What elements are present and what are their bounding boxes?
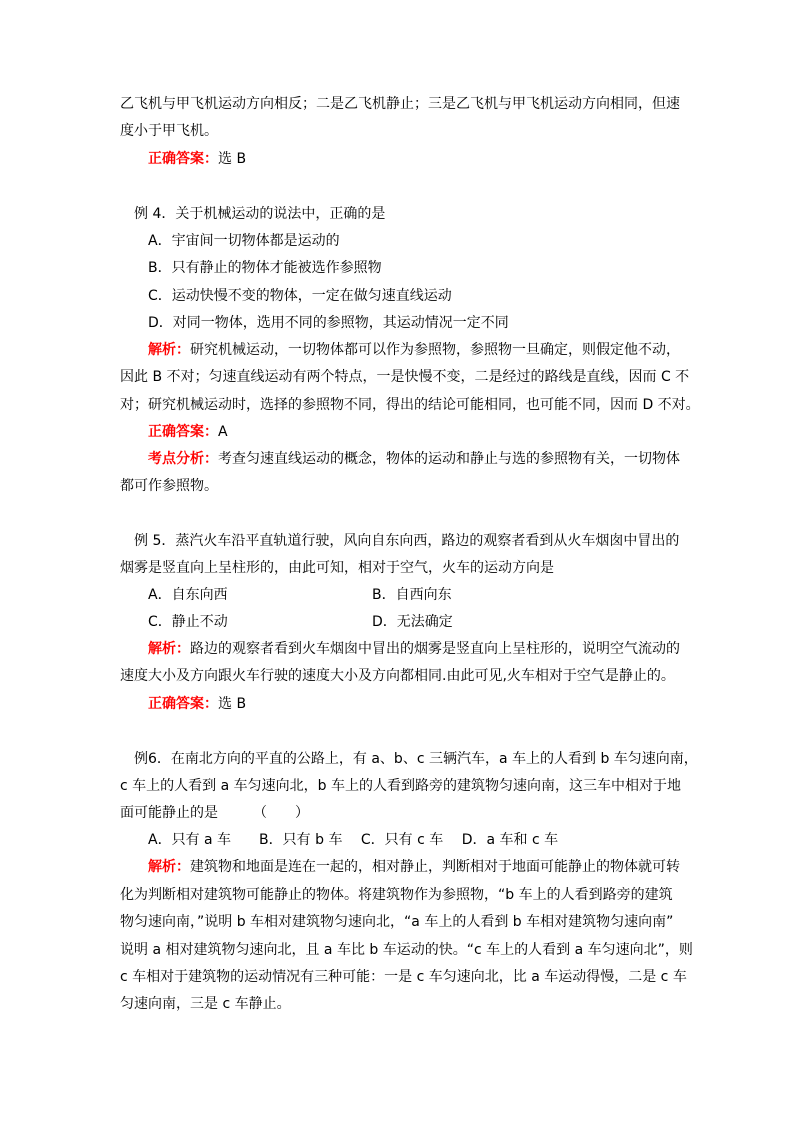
answer-line xyxy=(148,422,228,442)
analysis-line: 对；研究机械运动时，选择的参照物不同，得出的结论可能相同，也可能不同，因而 D 不对。 xyxy=(120,397,700,413)
example-6-question: c 车上的人看到 a 车匀速向北，b 车上的人看到路旁的建筑物匀速向南，这三车中相对于地 xyxy=(120,778,681,794)
option-c: C．静止不动 xyxy=(148,614,228,630)
text-line: 乙飞机与甲飞机运动方向相反；二是乙飞机静止；三是乙飞机与甲飞机运动方向相同，但速 xyxy=(120,96,680,112)
answer-label: 正确答案： xyxy=(148,424,218,440)
key-point-line xyxy=(148,449,680,469)
analysis-line: 物匀速向南，”说明 b 车相对建筑物匀速向北，“a 车上的人看到 b 车相对建筑物匀速向南” xyxy=(120,914,674,930)
analysis-line xyxy=(148,857,680,877)
text-line: 度小于甲飞机。 xyxy=(120,123,218,139)
answer-line xyxy=(148,149,246,169)
answer-label: 正确答案： xyxy=(148,151,218,167)
option-b: B．自西向东 xyxy=(372,587,452,603)
analysis-line: 速度大小及方向跟火车行驶的速度大小及方向都相同.由此可见,火车相对于空气是静止的。 xyxy=(120,668,675,684)
example-6-question: 例6．在南北方向的平直的公路上，有 a、b、c 三辆汽车，a 车上的人看到 b 车匀速向南， xyxy=(134,751,698,767)
option-a: A．宇宙间一切物体都是运动的 xyxy=(148,233,340,249)
analysis-text: 建筑物和地面是连在一起的，相对静止，判断相对于地面可能静止的物体就可转 xyxy=(190,859,680,875)
analysis-text: 研究机械运动，一切物体都可以作为参照物，参照物一旦确定，则假定他不动， xyxy=(190,342,680,358)
example-6-question: 面可能静止的是 （ ） xyxy=(120,805,309,821)
example-5-question: 例 5．蒸汽火车沿平直轨道行驶，风向自东向西，路边的观察者看到从火车烟囱中冒出的 xyxy=(134,533,680,549)
analysis-text: 路边的观察者看到火车烟囱中冒出的烟雾是竖直向上呈柱形的，说明空气流动的 xyxy=(190,641,680,657)
analysis-label: 解析： xyxy=(148,859,190,875)
key-point-text: 考查匀速直线运动的概念，物体的运动和静止与选的参照物有关，一切物体 xyxy=(218,451,680,467)
analysis-line: 因此 B 不对；匀速直线运动有两个特点，一是快慢不变，二是经过的路线是直线，因而 C 不 xyxy=(120,369,690,385)
example-5-question: 烟雾是竖直向上呈柱形的，由此可知，相对于空气，火车的运动方向是 xyxy=(120,560,554,576)
analysis-line: 说明 a 相对建筑物匀速向北，且 a 车比 b 车运动的快。“c 车上的人看到 a 车匀速向北”，则 xyxy=(120,942,693,958)
option-d: D．对同一物体，选用不同的参照物，其运动情况一定不同 xyxy=(148,315,509,331)
analysis-line xyxy=(148,340,680,360)
example-4-question: 例 4．关于机械运动的说法中，正确的是 xyxy=(134,206,386,222)
option-c: C．运动快慢不变的物体，一定在做匀速直线运动 xyxy=(148,288,452,304)
analysis-line: 匀速向南，三是 c 车静止。 xyxy=(120,996,291,1012)
answer-text: A xyxy=(218,424,228,440)
option-d: D．无法确定 xyxy=(372,614,453,630)
answer-text: 选 B xyxy=(218,151,247,167)
option-a: A．自东向西 xyxy=(148,587,228,603)
answer-label: 正确答案： xyxy=(148,696,218,712)
analysis-line xyxy=(148,639,680,659)
options-line: A．只有 a 车 B．只有 b 车 C．只有 c 车 D．a 车和 c 车 xyxy=(148,832,559,848)
key-point-line: 都可作参照物。 xyxy=(120,478,218,494)
option-b: B．只有静止的物体才能被选作参照物 xyxy=(148,260,382,276)
analysis-label: 解析： xyxy=(148,342,190,358)
analysis-line: 化为判断相对建筑物可能静止的物体。将建筑物作为参照物，“b 车上的人看到路旁的建筑 xyxy=(120,887,673,903)
analysis-line: c 车相对于建筑物的运动情况有三种可能：一是 c 车匀速向北，比 a 车运动得慢，二是 c 车 xyxy=(120,969,687,985)
key-point-label: 考点分析： xyxy=(148,451,218,467)
answer-line xyxy=(148,694,246,714)
analysis-label: 解析： xyxy=(148,641,190,657)
answer-text: 选 B xyxy=(218,696,247,712)
